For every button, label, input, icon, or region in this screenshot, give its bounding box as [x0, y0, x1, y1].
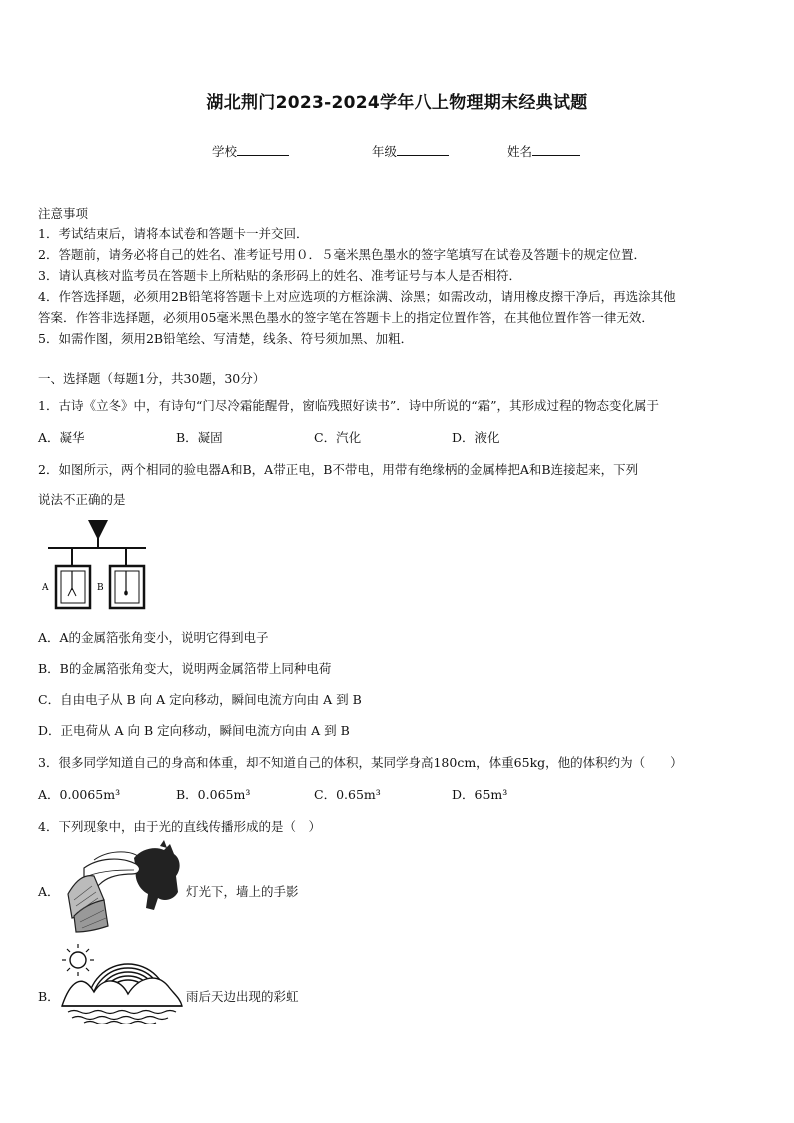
electroscope-figure	[40, 518, 152, 614]
q3-option-c[interactable]: C．0.65m³	[314, 787, 381, 802]
section-heading: 一、选择题（每题1分，共30题，30分）	[38, 371, 266, 386]
q1-option-d[interactable]: D．液化	[452, 430, 500, 445]
name-blank[interactable]	[532, 143, 580, 156]
q4-option-a-letter[interactable]: A．	[38, 884, 60, 899]
q3-option-d[interactable]: D．65m³	[452, 787, 508, 802]
q2-option-c[interactable]: C．自由电子从 B 向 A 定向移动，瞬间电流方向由 A 到 B	[38, 692, 362, 707]
figure-label-a: A	[42, 583, 49, 593]
question-3-stem: 3．很多同学知道自己的身高和体重，却不知道自己的体积，某同学身高180cm，体重65kg，他的体积约为（ ）	[38, 755, 683, 770]
question-4-stem: 4．下列现象中，由于光的直线传播形成的是（ ）	[38, 819, 321, 834]
page-title: 湖北荆门2023-2024学年八上物理期末经典试题	[206, 93, 588, 113]
q4-option-b-letter[interactable]: B．	[38, 989, 60, 1004]
notice-heading: 注意事项	[38, 206, 89, 221]
question-1-stem: 1．古诗《立冬》中，有诗句“门尽冷霜能醒骨，窗临残照好读书”．诗中所说的“霜”，其形成过程的物态变化属于	[38, 398, 660, 413]
question-2-stem-cont: 说法不正确的是	[38, 492, 126, 507]
school-blank[interactable]	[237, 143, 289, 156]
q2-option-d[interactable]: D．正电荷从 A 向 B 定向移动，瞬间电流方向由 A 到 B	[38, 723, 350, 738]
q4-option-a-text[interactable]: 灯光下，墙上的手影	[186, 884, 299, 899]
notice-item: 3．请认真核对监考员在答题卡上所粘贴的条形码上的姓名、准考证号与本人是否相符．	[38, 268, 521, 283]
rainbow-image	[60, 942, 184, 1024]
school-label: 学校	[212, 144, 238, 159]
grade-label: 年级	[372, 144, 398, 159]
q4-option-b-text[interactable]: 雨后天边出现的彩虹	[186, 989, 299, 1004]
q3-option-a[interactable]: A．0.0065m³	[38, 787, 121, 802]
notice-item: 2．答题前，请务必将自己的姓名、准考证号用０．５毫米黑色墨水的签字笔填写在试卷及答题卡的规定位置．	[38, 247, 646, 262]
figure-label-b: B	[97, 583, 104, 593]
notice-item: 5．如需作图，须用2B铅笔绘、写清楚，线条、符号须加黑、加粗．	[38, 331, 414, 346]
notice-item: 4．作答选择题，必须用2B铅笔将答题卡上对应选项的方框涂满、涂黑；如需改动，请用橡皮擦干净后，再选涂其他	[38, 289, 676, 304]
notice-item: 1．考试结束后，请将本试卷和答题卡一并交回．	[38, 226, 309, 241]
q1-option-c[interactable]: C．汽化	[314, 430, 362, 445]
school-field[interactable]	[212, 142, 289, 160]
question-2-stem: 2．如图所示，两个相同的验电器A和B，A带正电，B不带电，用带有绝缘柄的金属棒把A和B连接起来，下列	[38, 462, 639, 477]
grade-blank[interactable]	[397, 143, 449, 156]
grade-field[interactable]	[372, 142, 449, 160]
name-label: 姓名	[507, 144, 533, 159]
name-field[interactable]	[507, 142, 580, 160]
q1-option-b[interactable]: B．凝固	[176, 430, 223, 445]
q2-option-b[interactable]: B．B的金属箔张角变大，说明两金属箔带上同种电荷	[38, 661, 332, 676]
q3-option-b[interactable]: B．0.065m³	[176, 787, 251, 802]
sun-icon	[70, 952, 86, 968]
q1-option-a[interactable]: A．凝华	[38, 430, 85, 445]
hand-shadow-image	[64, 840, 184, 936]
notice-item: 答案．作答非选择题，必须用05毫米黑色墨水的签字笔在答题卡上的指定位置作答，在其他位置作答一律无效．	[38, 310, 654, 325]
q2-option-a[interactable]: A．A的金属箔张角变小，说明它得到电子	[38, 630, 269, 645]
